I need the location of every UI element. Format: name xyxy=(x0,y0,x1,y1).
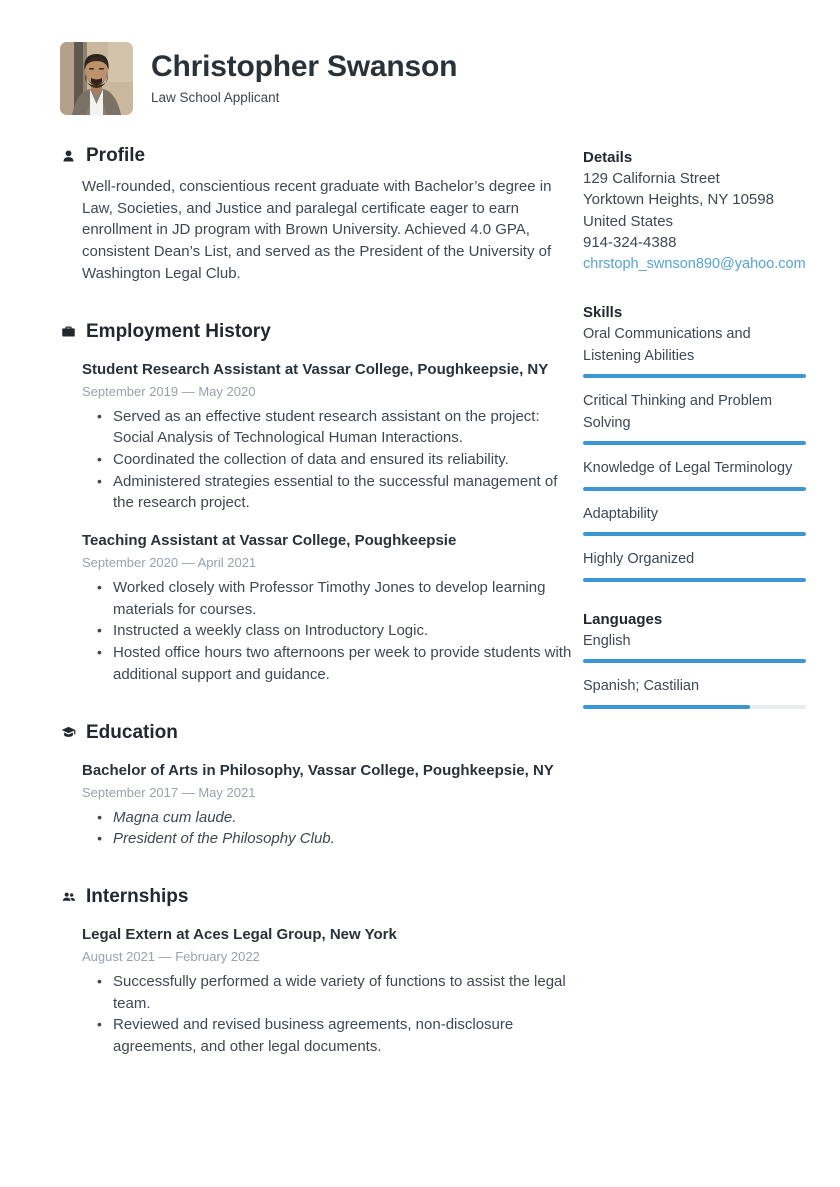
bullet-item: • Reviewed and revised business agreements, non-disclosure agreements, and other legal documents. xyxy=(82,1014,575,1057)
skill-level-bar xyxy=(583,441,806,445)
entry-title: Teaching Assistant at Vassar College, Poughkeepsie xyxy=(82,532,457,550)
entry-bullets xyxy=(82,577,575,686)
entry-title: Legal Extern at Aces Legal Group, New York xyxy=(82,925,397,943)
profile-body xyxy=(82,176,575,285)
section-internships xyxy=(60,886,575,1058)
details-heading: Details xyxy=(583,149,633,166)
profile-section-header xyxy=(60,145,575,167)
languages-heading: Languages xyxy=(583,610,663,628)
entry-dates: August 2021 — February 2022 xyxy=(82,948,260,964)
detail-line: United States xyxy=(583,212,674,230)
employment-entry xyxy=(82,531,575,686)
skill-level-bar xyxy=(583,532,806,536)
skill-level-fill xyxy=(583,374,806,378)
language-level-bar xyxy=(583,705,806,709)
internships-heading: Internships xyxy=(86,885,189,907)
employment-entries xyxy=(82,360,575,686)
section-profile xyxy=(60,145,575,285)
bullet-item: • Coordinated the collection of data and ensured its reliability. xyxy=(82,449,575,471)
entry-bullets xyxy=(82,971,575,1058)
profile-photo-image xyxy=(60,42,133,115)
internships-section-header xyxy=(60,886,575,908)
skill-level-fill xyxy=(583,487,806,491)
email-link[interactable]: chrstoph_swnson890@yahoo.com xyxy=(583,256,806,273)
skill-level-fill xyxy=(583,441,806,445)
employment-heading: Employment History xyxy=(86,320,271,342)
graduation-cap-icon xyxy=(60,724,77,741)
language-level-bar xyxy=(583,659,806,663)
language-label: English xyxy=(583,632,631,649)
bullet-item: • Hosted office hours two afternoons per week to provide students with additional support and guidance. xyxy=(82,642,575,685)
detail-line: Yorktown Heights, NY 10598 xyxy=(583,191,774,209)
skill-label: Adaptability xyxy=(583,505,658,522)
skill-item xyxy=(583,390,806,445)
entry-bullets xyxy=(82,807,575,850)
entry-dates: September 2019 — May 2020 xyxy=(82,383,256,399)
profile-photo xyxy=(60,42,133,115)
main-column xyxy=(60,145,575,1058)
section-education xyxy=(60,722,575,850)
bullet-item: • Administered strategies essential to the successful management of the research project. xyxy=(82,471,575,514)
language-level-fill xyxy=(583,659,806,663)
bullet-item: • Served as an effective student research assistant on the project: Social Analysis of Technological Human Interactions. xyxy=(82,406,575,449)
briefcase-icon xyxy=(60,323,77,340)
skill-level-bar xyxy=(583,374,806,378)
entry-title: Bachelor of Arts in Philosophy, Vassar College, Poughkeepsie, NY xyxy=(82,761,554,779)
skill-level-bar xyxy=(583,578,806,582)
profile-heading: Profile xyxy=(86,145,146,166)
skill-level-bar xyxy=(583,487,806,491)
entry-title: Student Research Assistant at Vassar College, Poughkeepsie, NY xyxy=(82,360,549,378)
skill-item xyxy=(583,457,806,491)
education-entries xyxy=(82,761,575,850)
skill-item xyxy=(583,548,806,582)
language-label: Spanish; Castilian xyxy=(583,678,700,695)
profile-text: Well-rounded, conscientious recent graduate with Bachelor’s degree in Law, Societies, and Justice and paralegal certificate eager to earn enrollment in JD program with Brown University. Achieved 4.0 GPA, consistent Dean’s List, and served as the President of the University of Washington Legal Club. xyxy=(82,178,552,282)
education-entry xyxy=(82,761,575,850)
entry-dates: September 2020 — April 2021 xyxy=(82,555,257,571)
skills-list xyxy=(583,323,806,582)
bullet-item: • Worked closely with Professor Timothy Jones to develop learning materials for courses. xyxy=(82,577,575,620)
language-item xyxy=(583,675,806,709)
skill-label: Knowledge of Legal Terminology xyxy=(583,460,793,477)
languages-section xyxy=(583,611,806,709)
skill-label: Oral Communications and Listening Abilities xyxy=(583,326,751,364)
employment-section-header xyxy=(60,321,575,343)
internship-entries xyxy=(82,925,575,1058)
bullet-item: • Successfully performed a wide variety of functions to assist the legal team. xyxy=(82,971,575,1014)
header xyxy=(0,0,840,115)
sidebar xyxy=(583,145,806,1058)
details-lines xyxy=(583,168,806,253)
people-icon xyxy=(60,888,77,905)
applicant-name: Christopher Swanson xyxy=(151,50,458,83)
language-item xyxy=(583,630,806,664)
skill-label: Critical Thinking and Problem Solving xyxy=(583,393,773,431)
skill-level-fill xyxy=(583,532,806,536)
skills-section xyxy=(583,304,806,582)
internship-entry xyxy=(82,925,575,1058)
education-section-header xyxy=(60,722,575,744)
employment-entry xyxy=(82,360,575,515)
entry-bullets xyxy=(82,406,575,515)
skill-level-fill xyxy=(583,578,806,582)
bullet-item: • President of the Philosophy Club. xyxy=(82,828,575,850)
education-heading: Education xyxy=(86,721,178,743)
detail-line: 914-324-4388 xyxy=(583,233,677,251)
person-icon xyxy=(60,148,77,165)
identity-block xyxy=(151,42,457,115)
applicant-job-title: Law School Applicant xyxy=(151,90,280,105)
section-employment-history xyxy=(60,321,575,686)
detail-line: 129 California Street xyxy=(583,170,720,187)
details-section xyxy=(583,149,806,275)
entry-dates: September 2017 — May 2021 xyxy=(82,784,256,800)
skill-item xyxy=(583,503,806,537)
languages-list xyxy=(583,630,806,709)
bullet-item: • Instructed a weekly class on Introductory Logic. xyxy=(82,620,575,642)
skills-heading: Skills xyxy=(583,304,623,322)
bullet-item: • Magna cum laude. xyxy=(82,807,575,829)
content-columns xyxy=(0,145,840,1058)
language-level-fill xyxy=(583,705,750,709)
skill-label: Highly Organized xyxy=(583,551,695,568)
skill-item xyxy=(583,323,806,378)
